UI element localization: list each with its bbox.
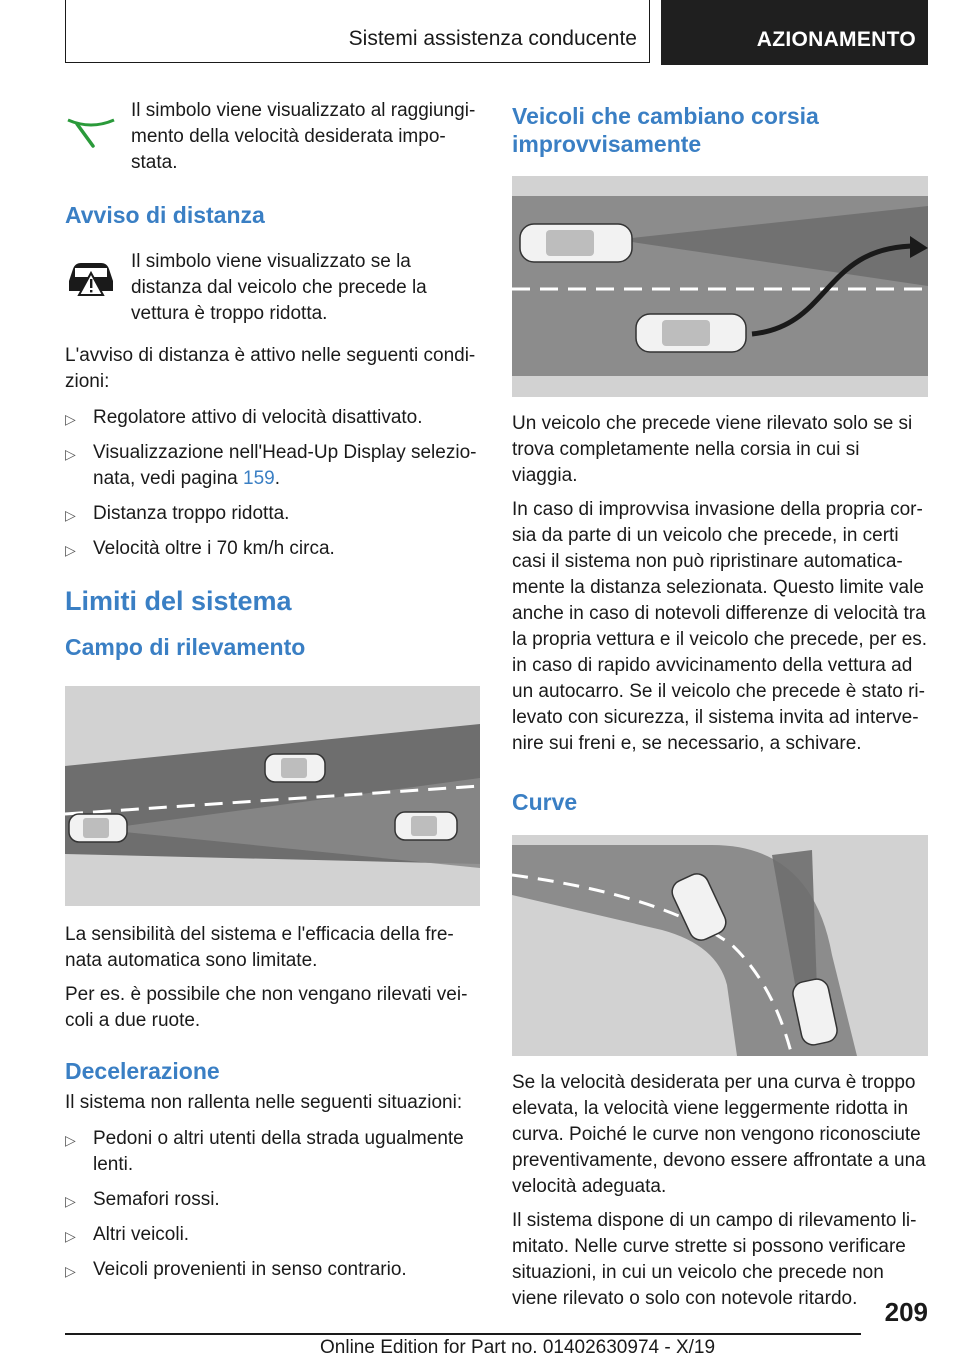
page-header: [65, 0, 928, 65]
lane-change-heading: Veicoli che cambiano corsia improvvisamente: [512, 103, 819, 157]
limits-heading: Limiti del sistema: [65, 586, 292, 617]
speed-icon-description: Il simbolo viene visualizzato al raggiungi-mento della velocità desiderata impo-stata.: [131, 100, 476, 173]
detection-heading: Campo di rilevamento: [65, 634, 306, 661]
list-item: ▷ Veicoli provenienti in senso contrario.: [65, 1257, 480, 1283]
detection-paragraph-1: La sensibilità del sistema e l'efficacia della fre-nata automatica sono limitate.: [65, 924, 454, 972]
deceleration-intro: Il sistema non rallenta nelle seguenti situazioni:: [65, 1092, 463, 1114]
bullet-triangle-icon: ▷: [65, 1132, 76, 1149]
list-item: ▷ Visualizzazione nell'Head-Up Display selezio-nata, vedi pagina 159.: [65, 442, 477, 490]
car-icon: [265, 754, 325, 782]
right-column: [512, 90, 928, 1312]
header-section-title: Sistemi assistenza conducente: [348, 27, 637, 50]
bullet-triangle-icon: ▷: [65, 542, 76, 559]
curves-figure: [512, 835, 928, 1056]
distance-icon-description: Il simbolo viene visualizzato se la distanza dal veicolo che precede la vettura è troppo ridotta.: [131, 251, 427, 325]
car-icon: [636, 314, 746, 352]
list-item: ▷ Semafori rossi.: [65, 1187, 480, 1213]
list-item: ▷ Distanza troppo ridotta.: [65, 501, 480, 527]
curves-paragraph-2: Il sistema dispone di un campo di rilevamento li-mitato. Nelle curve strette si possono verificare situazioni, in cui un veicolo che precede non viene rilevato o solo con notevole ritardo.: [512, 1210, 917, 1309]
curves-heading: Curve: [512, 789, 578, 815]
distance-conditions-list: [65, 405, 480, 562]
deceleration-heading: Decelerazione: [65, 1058, 220, 1085]
distance-conditions-intro: L'avviso di distanza è attivo nelle seguenti condi-zioni:: [65, 345, 476, 393]
car-icon: [395, 812, 457, 840]
speed-icon-row: [65, 98, 480, 176]
left-column: [65, 90, 480, 1292]
bullet-triangle-icon: ▷: [65, 1228, 76, 1245]
list-item: ▷ Regolatore attivo di velocità disattivato.: [65, 405, 480, 431]
page-link[interactable]: 159: [243, 468, 275, 490]
list-item: ▷ Pedoni o altri utenti della strada ugualmente lenti.: [65, 1128, 464, 1176]
footer-divider: [65, 1333, 861, 1335]
speed-reached-icon: [65, 102, 117, 150]
distance-warning-icon: [65, 251, 117, 299]
bullet-triangle-icon: ▷: [65, 507, 76, 524]
car-icon: [520, 224, 632, 262]
list-item: ▷ Altri veicoli.: [65, 1222, 480, 1248]
lane-paragraph-1: Un veicolo che precede viene rilevato solo se si trova completamente nella corsia in cui si viaggia.: [512, 413, 913, 486]
bullet-triangle-icon: ▷: [65, 1263, 76, 1280]
bullet-triangle-icon: ▷: [65, 411, 76, 428]
distance-heading: Avviso di distanza: [65, 202, 265, 228]
deceleration-list: [65, 1126, 480, 1283]
header-chapter-title: AZIONAMENTO: [756, 28, 916, 51]
header-section-tab: [65, 0, 650, 63]
bullet-triangle-icon: ▷: [65, 1193, 76, 1210]
bullet-triangle-icon: ▷: [65, 446, 76, 463]
footer-edition: Online Edition for Part no. 01402630974 - X/19: [320, 1337, 716, 1358]
lane-paragraph-2: In caso di improvvisa invasione della propria cor-sia da parte di un veicolo che precede, in certi casi il sistema non può ripristinare automatica-mente la distanza selezionata. Questo limite vale anche in caso di notevoli differenze di velocità tra la propria vettura e il veicolo che precede, per es. in caso di rapido avvicinamento della vettura ad un autocarro. Se il veicolo che precede è stato ri-levato con sicurezza, il sistema invita ad interve-nire sui freni e, se necessario, a schivare.: [512, 499, 928, 754]
distance-icon-row: [65, 249, 480, 327]
detection-paragraph-2: Per es. è possibile che non vengano rilevati vei-coli a due ruote.: [65, 984, 468, 1032]
list-item: ▷ Velocità oltre i 70 km/h circa.: [65, 536, 480, 562]
header-chapter-tab: [661, 0, 928, 65]
detection-range-figure: [65, 686, 480, 906]
car-icon: [69, 814, 127, 842]
lane-change-figure: [512, 176, 928, 397]
curves-paragraph-1: Se la velocità desiderata per una curva è troppo elevata, la velocità viene leggermente ridotta in curva. Poiché le curve non vengono riconosciute preventivamente, devono essere affrontate a una velocità adeguata.: [512, 1072, 926, 1197]
page-number: 209: [884, 1297, 928, 1327]
